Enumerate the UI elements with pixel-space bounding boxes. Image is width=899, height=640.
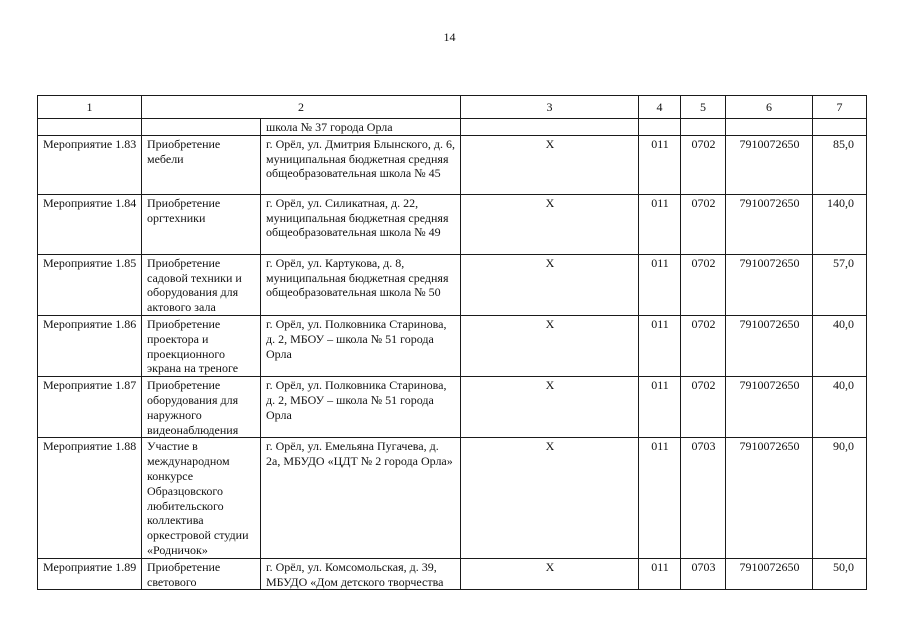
col5-cell: 0702	[681, 315, 726, 376]
col3-cell: Х	[461, 558, 639, 590]
table-cell	[461, 119, 639, 136]
table-cell	[681, 119, 726, 136]
col6-cell: 7910072650	[726, 438, 813, 558]
col3-cell: Х	[461, 315, 639, 376]
purpose-cell: Участие в международном конкурсе Образцовского любительского коллектива оркестровой студии «Родничок»	[142, 438, 261, 558]
col4-cell: 011	[639, 438, 681, 558]
address-cell: г. Орёл, ул. Картукова, д. 8, муниципальная бюджетная средняя общеобразовательная школа № 50	[261, 254, 461, 315]
col7-cell: 90,0	[813, 438, 867, 558]
purpose-cell: Приобретение мебели	[142, 135, 261, 194]
purpose-cell: Приобретение оргтехники	[142, 194, 261, 254]
col4-cell: 011	[639, 254, 681, 315]
table-cell	[38, 119, 142, 136]
event-cell: Мероприятие 1.88	[38, 438, 142, 558]
header-row	[38, 96, 867, 119]
col7-cell: 40,0	[813, 377, 867, 438]
header-col-7: 7	[813, 96, 867, 119]
table-cell	[639, 119, 681, 136]
header-col-2: 2	[142, 96, 461, 119]
col6-cell: 7910072650	[726, 315, 813, 376]
event-cell: Мероприятие 1.83	[38, 135, 142, 194]
col7-cell: 50,0	[813, 558, 867, 590]
event-cell: Мероприятие 1.85	[38, 254, 142, 315]
header-col-3: 3	[461, 96, 639, 119]
table-cell	[726, 119, 813, 136]
col5-cell: 0703	[681, 438, 726, 558]
col3-cell: Х	[461, 438, 639, 558]
address-cell: г. Орёл, ул. Емельяна Пугачева, д. 2а, МБУДО «ЦДТ № 2 города Орла»	[261, 438, 461, 558]
event-cell: Мероприятие 1.84	[38, 194, 142, 254]
table-row	[38, 194, 867, 254]
col6-cell: 7910072650	[726, 377, 813, 438]
continuation-row	[38, 119, 867, 136]
address-cell: г. Орёл, ул. Полковника Старинова, д. 2, МБОУ – школа № 51 города Орла	[261, 377, 461, 438]
table-row	[38, 438, 867, 558]
col5-cell: 0703	[681, 558, 726, 590]
table-row	[38, 377, 867, 438]
purpose-cell: Приобретение проектора и проекционного экрана на треноге	[142, 315, 261, 376]
col4-cell: 011	[639, 377, 681, 438]
header-col-6: 6	[726, 96, 813, 119]
col5-cell: 0702	[681, 377, 726, 438]
purpose-cell: Приобретение светового	[142, 558, 261, 590]
table-row	[38, 254, 867, 315]
header-col-5: 5	[681, 96, 726, 119]
address-cell: г. Орёл, ул. Комсомольская, д. 39, МБУДО «Дом детского творчества	[261, 558, 461, 590]
address-cell: школа № 37 города Орла	[261, 119, 461, 136]
col5-cell: 0702	[681, 194, 726, 254]
col3-cell: Х	[461, 254, 639, 315]
col3-cell: Х	[461, 194, 639, 254]
col7-cell: 40,0	[813, 315, 867, 376]
col6-cell: 7910072650	[726, 135, 813, 194]
col4-cell: 011	[639, 558, 681, 590]
col6-cell: 7910072650	[726, 194, 813, 254]
page-number: 14	[443, 30, 456, 44]
col7-cell: 57,0	[813, 254, 867, 315]
col5-cell: 0702	[681, 135, 726, 194]
col4-cell: 011	[639, 194, 681, 254]
address-cell: г. Орёл, ул. Полковника Старинова, д. 2, МБОУ – школа № 51 города Орла	[261, 315, 461, 376]
col3-cell: Х	[461, 135, 639, 194]
col4-cell: 011	[639, 315, 681, 376]
table-cell	[142, 119, 261, 136]
table-row	[38, 135, 867, 194]
col7-cell: 140,0	[813, 194, 867, 254]
table-row	[38, 558, 867, 590]
purpose-cell: Приобретение садовой техники и оборудования для актового зала	[142, 254, 261, 315]
budget-table	[37, 95, 867, 590]
table-row	[38, 315, 867, 376]
event-cell: Мероприятие 1.89	[38, 558, 142, 590]
event-cell: Мероприятие 1.86	[38, 315, 142, 376]
col6-cell: 7910072650	[726, 558, 813, 590]
col7-cell: 85,0	[813, 135, 867, 194]
col3-cell: Х	[461, 377, 639, 438]
col6-cell: 7910072650	[726, 254, 813, 315]
table-cell	[813, 119, 867, 136]
event-cell: Мероприятие 1.87	[38, 377, 142, 438]
header-col-1: 1	[38, 96, 142, 119]
purpose-cell: Приобретение оборудования для наружного видеонаблюдения	[142, 377, 261, 438]
col5-cell: 0702	[681, 254, 726, 315]
address-cell: г. Орёл, ул. Дмитрия Блынского, д. 6, муниципальная бюджетная средняя общеобразовательная школа № 45	[261, 135, 461, 194]
col4-cell: 011	[639, 135, 681, 194]
address-cell: г. Орёл, ул. Силикатная, д. 22, муниципальная бюджетная средняя общеобразовательная школа № 49	[261, 194, 461, 254]
header-col-4: 4	[639, 96, 681, 119]
